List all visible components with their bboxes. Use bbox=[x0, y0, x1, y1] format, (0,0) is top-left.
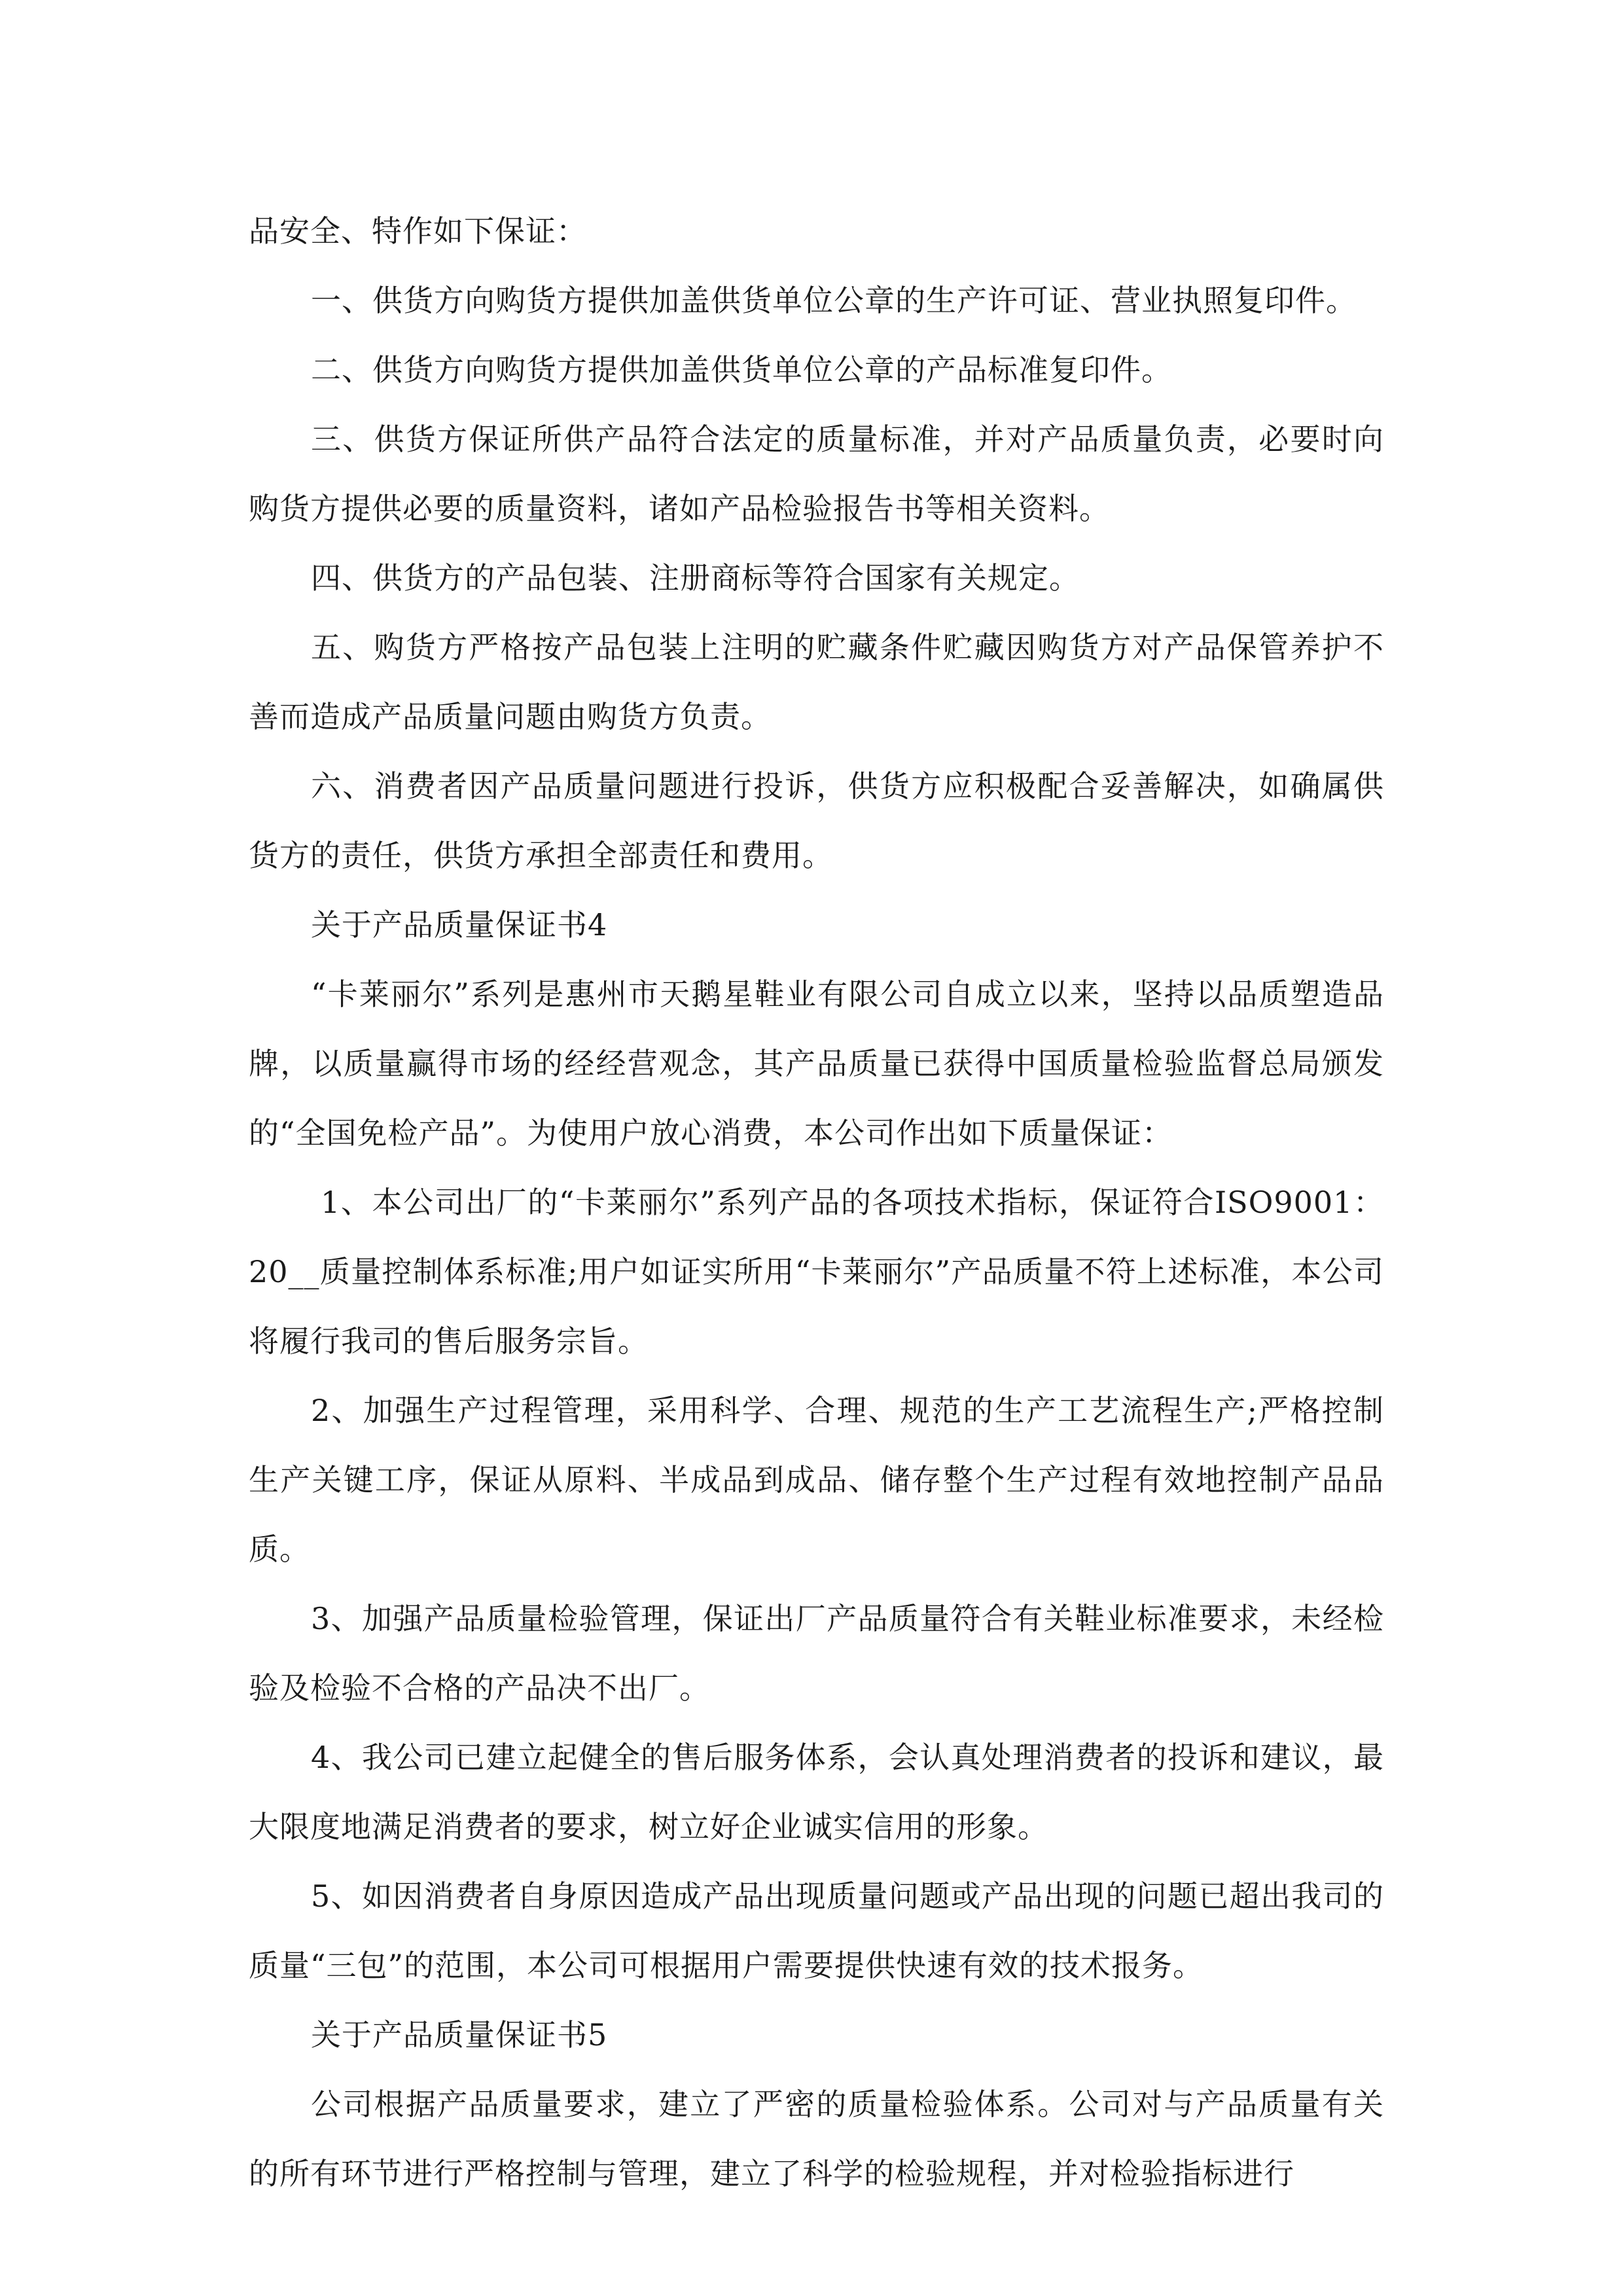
paragraph-item-2: 2、加强生产过程管理，采用科学、合理、规范的生产工艺流程生产;严格控制生产关键工序，保证从原料、半成品到成品、储存整个生产过程有效地控制产品品质。 bbox=[249, 1393, 1384, 1567]
paragraph-intro-5: 公司根据产品质量要求，建立了严密的质量检验体系。公司对与产品质量有关的所有环节进行严格控制与管理，建立了科学的检验规程，并对检验指标进行 bbox=[249, 2087, 1384, 2191]
paragraph-item-3: 3、加强产品质量检验管理，保证出厂产品质量符合有关鞋业标准要求，未经检验及检验不合格的产品决不出厂。 bbox=[249, 1601, 1384, 1706]
section-heading-5: 关于产品质量保证书5 bbox=[311, 2017, 608, 2053]
paragraph-clause-5: 五、购货方严格按产品包装上注明的贮藏条件贮藏因购货方对产品保管养护不善而造成产品质量问题由购货方负责。 bbox=[249, 630, 1384, 734]
paragraph-item-4: 4、我公司已建立起健全的售后服务体系，会认真处理消费者的投诉和建议，最大限度地满足消费者的要求，树立好企业诚实信用的形象。 bbox=[249, 1740, 1384, 1844]
paragraph-clause-4: 四、供货方的产品包装、注册商标等符合国家有关规定。 bbox=[311, 560, 1080, 596]
paragraph-item-1: 1、本公司出厂的“卡莱丽尔”系列产品的各项技术指标，保证符合ISO9001：20__质量控制体系标准;用户如证实所用“卡莱丽尔”产品质量不符上述标准，本公司将履行我司的售后服务宗旨。 bbox=[249, 1185, 1384, 1359]
paragraph-intro-4: “卡莱丽尔”系列是惠州市天鹅星鞋业有限公司自成立以来，坚持以品质塑造品牌，以质量赢得市场的经经营观念，其产品质量已获得中国质量检验监督总局颁发的“全国免检产品”。为使用户放心消费，本公司作出如下质量保证： bbox=[249, 977, 1384, 1151]
paragraph-clause-6: 六、消费者因产品质量问题进行投诉，供货方应积极配合妥善解决，如确属供货方的责任，供货方承担全部责任和费用。 bbox=[249, 768, 1384, 873]
paragraph-clause-2: 二、供货方向购货方提供加盖供货单位公章的产品标准复印件。 bbox=[311, 352, 1172, 387]
paragraph-continuation: 品安全、特作如下保证： bbox=[249, 213, 587, 249]
paragraph-item-5: 5、如因消费者自身原因造成产品出现质量问题或产品出现的问题已超出我司的质量“三包”的范围，本公司可根据用户需要提供快速有效的技术报务。 bbox=[249, 1878, 1384, 1983]
section-heading-4: 关于产品质量保证书4 bbox=[311, 907, 608, 942]
paragraph-clause-1: 一、供货方向购货方提供加盖供货单位公章的生产许可证、营业执照复印件。 bbox=[311, 283, 1357, 318]
document-page bbox=[249, 196, 1384, 2208]
paragraph-clause-3: 三、供货方保证所供产品符合法定的质量标准，并对产品质量负责，必要时向购货方提供必要的质量资料，诸如产品检验报告书等相关资料。 bbox=[249, 422, 1384, 526]
